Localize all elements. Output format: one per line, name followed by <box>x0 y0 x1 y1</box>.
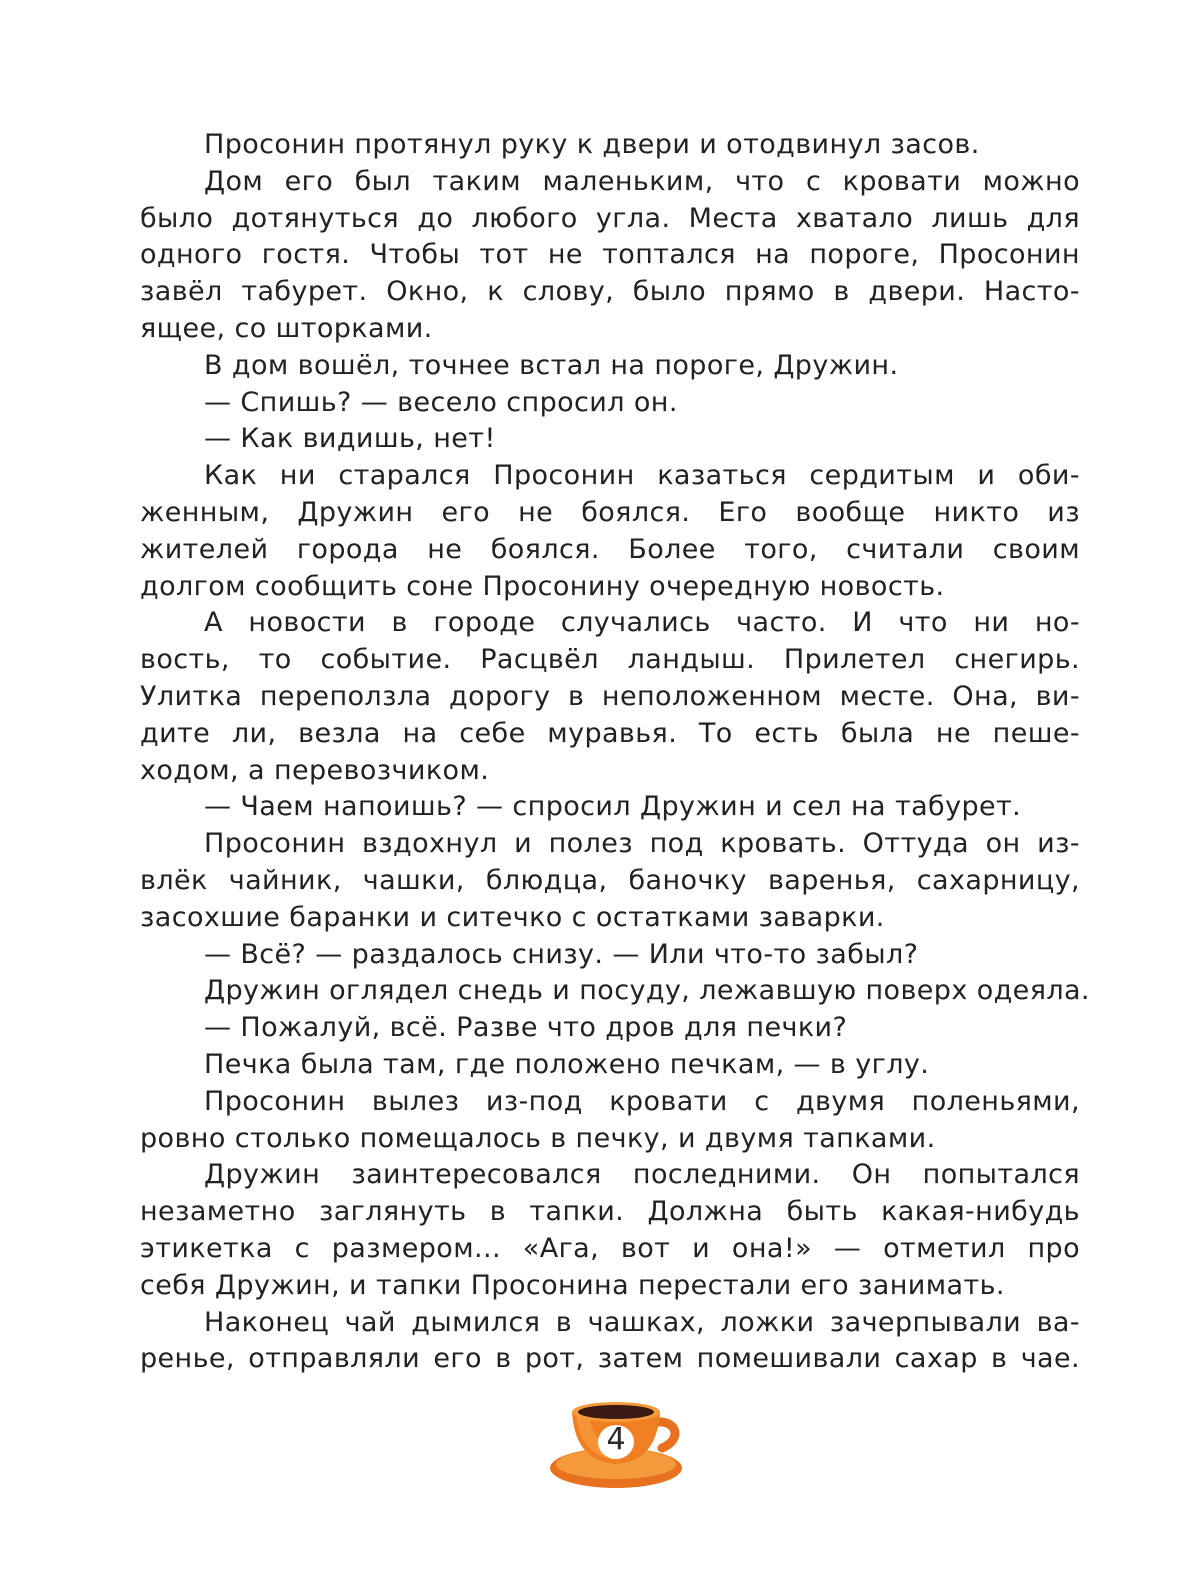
body-text <box>140 127 1090 1378</box>
text-line: ровно столько помещалось в печку, и двумя тапками. <box>140 1122 936 1154</box>
text-line: Дом его был таким маленьким, что с кровати можно <box>204 165 1080 197</box>
text-line: себя Дружин, и тапки Просонина перестали его занимать. <box>140 1269 1005 1301</box>
text-line: ящее, со шторками. <box>140 312 433 344</box>
text-line: Просонин вылез из-под кровати с двумя поленьями, <box>204 1085 1080 1117</box>
text-line: засохшие баранки и ситечко с остатками заварки. <box>140 901 885 933</box>
text-line: — Спишь? — весело спросил он. <box>204 386 678 418</box>
text-line: Улитка переползла дорогу в неположенном месте. Она, ви- <box>140 680 1080 712</box>
text-line: ренье, отправляли его в рот, затем помешивали сахар в чае. <box>140 1343 1080 1375</box>
text-line: Дружин оглядел снедь и посуду, лежавшую поверх одеяла. <box>204 975 1090 1007</box>
text-line: этикетка с размером... «Ага, вот и она!» — отметил про <box>140 1232 1080 1264</box>
text-line: одного гостя. Чтобы тот не топтался на пороге, Просонин <box>140 239 1080 271</box>
text-line: Просонин вздохнул и полез под кровать. Оттуда он из- <box>204 828 1080 860</box>
text-line: — Как видишь, нет! <box>204 423 496 455</box>
text-line: влёк чайник, чашки, блюдца, баночку варенья, сахарницу, <box>140 864 1080 896</box>
text-line: — Чаем напоишь? — спросил Дружин и сел на табурет. <box>204 791 1022 823</box>
page-number: 4 <box>606 1422 626 1457</box>
text-line: В дом вошёл, точнее встал на пороге, Дружин. <box>204 349 899 381</box>
text-line: Просонин протянул руку к двери и отодвинул засов. <box>204 129 980 160</box>
text-line: Как ни старался Просонин казаться сердитым и оби- <box>204 460 1080 492</box>
text-line: женным, Дружин его не боялся. Его вообще никто из <box>140 496 1080 528</box>
text-line: жителей города не боялся. Более того, считали своим <box>140 533 1080 565</box>
text-line: Печка была там, где положено печкам, — в углу. <box>204 1048 930 1080</box>
page-number-badge <box>548 1396 688 1492</box>
text-line: А новости в городе случались часто. И что ни но- <box>204 607 1080 639</box>
text-line: — Всё? — раздалось снизу. — Или что-то забыл? <box>204 938 919 970</box>
text-line: Наконец чай дымился в чашках, ложки зачерпывали ва- <box>204 1306 1080 1338</box>
text-line: — Пожалуй, всё. Разве что дров для печки? <box>204 1012 848 1044</box>
text-line: было дотянуться до любого угла. Места хватало лишь для <box>140 202 1080 234</box>
text-line: завёл табурет. Окно, к слову, было прямо в двери. Насто- <box>140 276 1080 308</box>
text-line: Дружин заинтересовался последними. Он попытался <box>204 1159 1080 1191</box>
text-line: вость, то событие. Расцвёл ландыш. Прилетел снегирь. <box>140 644 1080 676</box>
text-line: незаметно заглянуть в тапки. Должна быть какая-нибудь <box>140 1196 1080 1228</box>
text-line: долгом сообщить соне Просонину очередную новость. <box>140 570 945 602</box>
text-line: ходом, а перевозчиком. <box>140 754 490 786</box>
text-line: дите ли, везла на себе муравья. То есть была не пеше- <box>140 717 1080 749</box>
